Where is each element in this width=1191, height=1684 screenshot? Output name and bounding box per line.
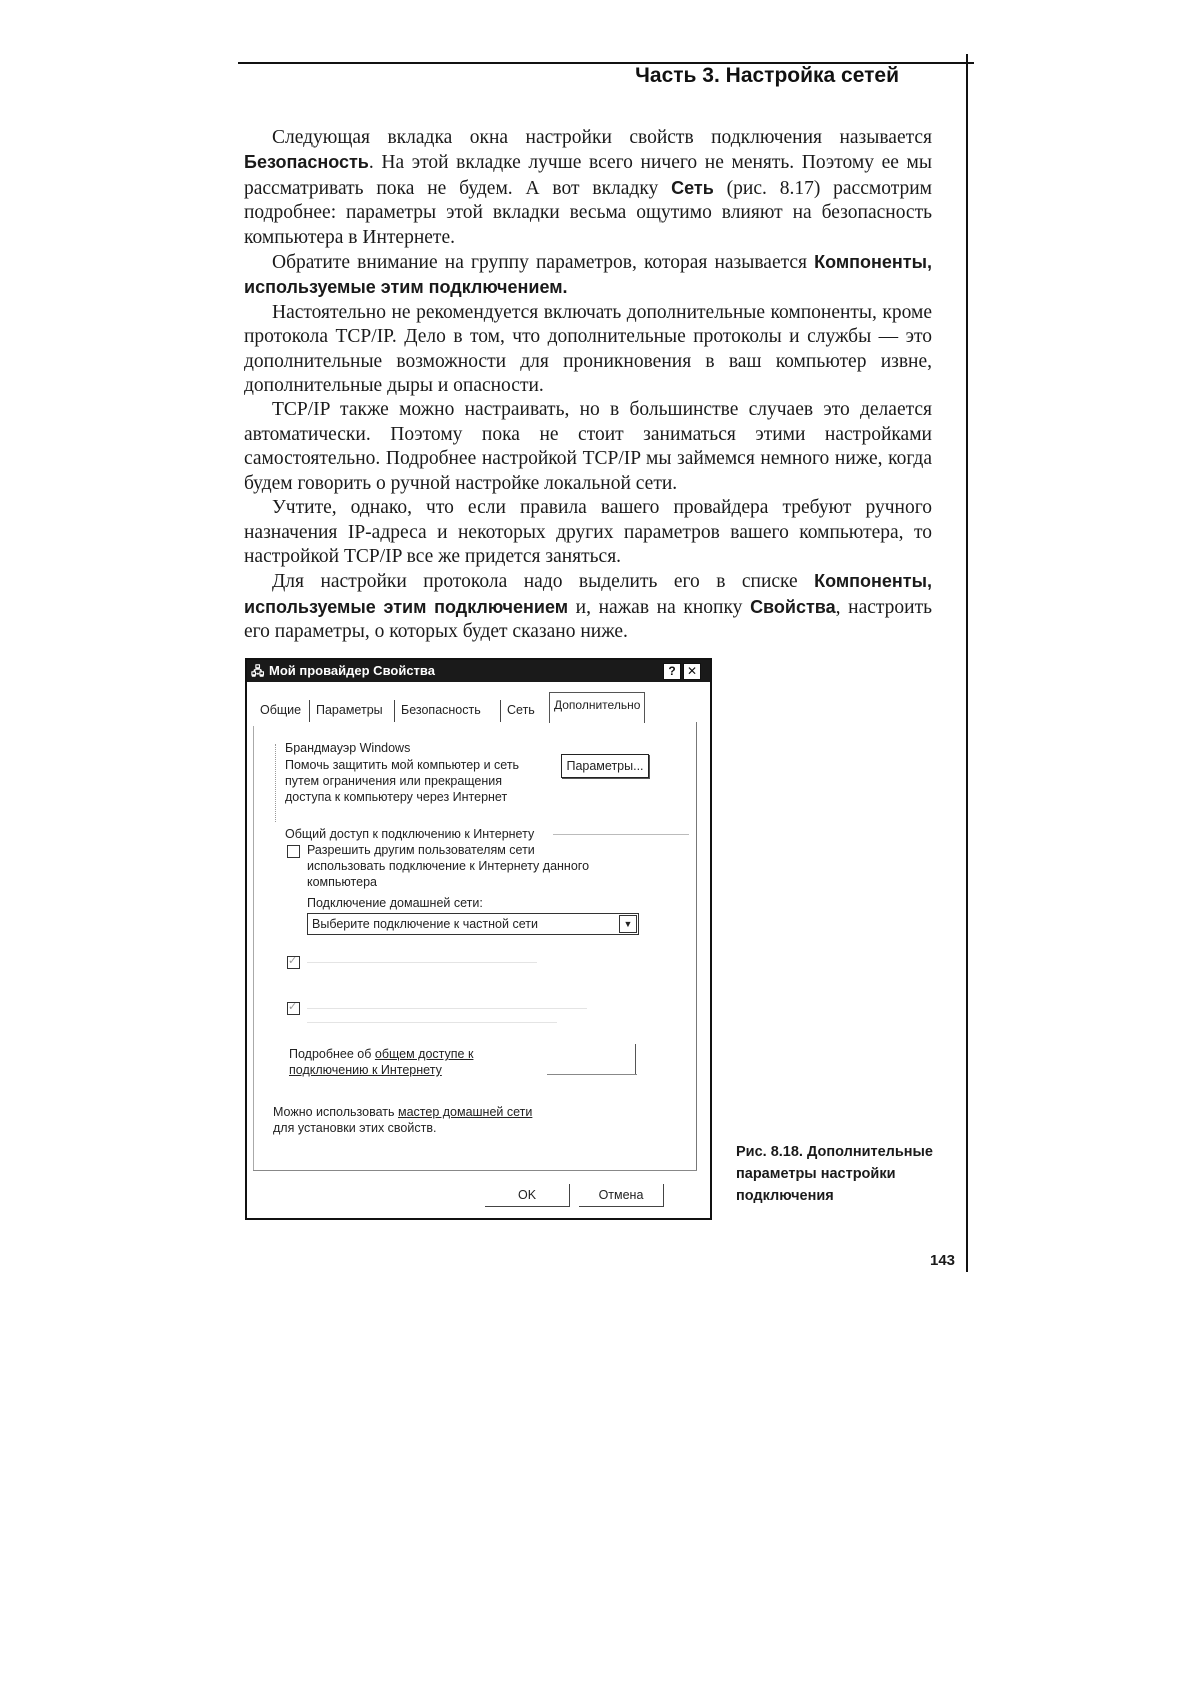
allow-sharing-label: использовать подключение к Интернету данного xyxy=(307,859,590,873)
text-run: Настоятельно не рекомендуется включать дополнительные компоненты, кроме протокола TCP/IP. Дело в том, что дополнительные протоколы и службы — это дополнительные возможности для проникновения в ваш компьютер извне, дополнительные дыры и опасности. xyxy=(244,301,932,397)
paragraph xyxy=(244,250,932,301)
disabled-settings-button xyxy=(635,1044,637,1074)
learn-more-link[interactable]: подключению к Интернету xyxy=(289,1063,442,1077)
paragraph xyxy=(244,398,932,496)
allow-sharing-label: Разрешить другим пользователям сети xyxy=(307,843,535,857)
title-bar xyxy=(247,660,710,682)
dialog-title: Мой провайдер Свойства xyxy=(269,663,435,678)
text-run: Для настройки протокола надо выделить его в списке xyxy=(272,571,815,593)
body-text xyxy=(244,126,932,645)
page-number: 143 xyxy=(930,1252,956,1269)
text-run: и, нажав на кнопку xyxy=(568,596,751,618)
help-button[interactable]: ? xyxy=(663,663,681,680)
allow-sharing-checkbox[interactable] xyxy=(287,845,300,858)
disabled-settings-button xyxy=(547,1074,637,1075)
bold-term: Безопасность xyxy=(244,152,369,173)
sharing-group-label: Общий доступ к подключению к Интернету xyxy=(285,827,535,841)
firewall-description-line: путем ограничения или прекращения xyxy=(285,774,503,788)
tab-separator xyxy=(394,700,395,722)
bold-term: Сеть xyxy=(671,177,714,198)
tab-advanced[interactable]: Дополнительно xyxy=(549,692,645,723)
tab-separator xyxy=(500,700,501,722)
connection-icon: 🖧 xyxy=(251,664,265,678)
tab-network[interactable]: Сеть xyxy=(507,703,535,717)
close-button[interactable]: ✕ xyxy=(683,663,701,680)
allow-sharing-label: компьютера xyxy=(307,875,377,889)
panel-border xyxy=(696,722,697,1171)
panel-border xyxy=(253,1170,697,1171)
wizard-text-line: для установки этих свойств. xyxy=(273,1121,437,1135)
bold-term: Компоненты, используемые этим подключением xyxy=(244,571,932,617)
text-run: TCP/IP также можно настраивать, но в большинстве случаев это делается автоматически. Поэтому пока не стоит заниматься этими настройками самостоятельно. Подробнее настройкой TCP/IP мы займемся немного ниже, когда будем говорить о ручной настройке локальной сети. xyxy=(244,399,932,494)
wizard-text: Можно использовать мастер домашней сети xyxy=(273,1105,533,1119)
group-border xyxy=(275,744,277,822)
faded-option xyxy=(307,962,537,963)
text-run: Учтите, однако, что если правила вашего провайдера требуют ручного назначения IP-адреса и некоторых других параметров вашего компьютера, то настройкой TCP/IP все же придется заняться. xyxy=(244,497,932,567)
paragraph xyxy=(244,301,932,399)
firewall-description-line: доступа к компьютеру через Интернет xyxy=(285,790,508,804)
tab-parameters[interactable]: Параметры xyxy=(316,703,383,717)
firewall-settings-button[interactable]: Параметры... xyxy=(561,754,649,778)
group-border xyxy=(553,834,689,835)
paragraph xyxy=(244,126,932,250)
learn-more-link[interactable]: общем доступе к xyxy=(374,1047,474,1061)
ok-button[interactable]: OK xyxy=(485,1184,570,1207)
paragraph xyxy=(244,496,932,569)
firewall-group-label: Брандмауэр Windows xyxy=(285,741,411,755)
home-network-select-value: Выберите подключение к частной сети xyxy=(312,917,538,931)
tab-security[interactable]: Безопасность xyxy=(401,703,481,717)
paragraph xyxy=(244,569,932,644)
home-network-select[interactable] xyxy=(307,913,639,935)
disabled-checkbox xyxy=(287,956,300,969)
figure-caption: Рис. 8.18. Дополнительные параметры настройки подключения xyxy=(736,1144,933,1204)
text-run: , настроить его параметры, о которых будет сказано ниже. xyxy=(244,596,932,643)
bold-term: Свойства xyxy=(750,596,836,617)
margin-rule xyxy=(966,54,968,1272)
disabled-checkbox xyxy=(287,1002,300,1015)
page-header: Часть 3. Настройка сетей xyxy=(635,64,899,87)
bold-term: Компоненты, используемые этим подключением. xyxy=(244,252,932,298)
faded-option xyxy=(307,1008,587,1009)
properties-dialog xyxy=(245,658,712,1220)
firewall-description-line: Помочь защитить мой компьютер и сеть xyxy=(285,758,520,772)
cancel-button[interactable]: Отмена xyxy=(579,1184,664,1207)
tab-separator xyxy=(309,700,310,722)
home-network-label: Подключение домашней сети: xyxy=(307,896,483,910)
chevron-down-icon[interactable]: ▼ xyxy=(619,915,637,933)
text-run: Следующая вкладка окна настройки свойств подключения называется xyxy=(272,127,932,148)
text-run: (рис. 8.17) рассмотрим подробнее: параметры этой вкладки весьма ощутимо влияют на безопасность компьютера в Интернете. xyxy=(244,177,932,248)
panel-border xyxy=(253,726,254,1171)
learn-more-text: Подробнее об общем доступе к xyxy=(289,1047,474,1061)
tab-general[interactable]: Общие xyxy=(260,703,302,717)
text-run: . На этой вкладке лучше всего ничего не менять. Поэтому ее мы рассматривать пока не будем. А вот вкладку xyxy=(244,152,932,199)
text-run: Обратите внимание на группу параметров, которая называется xyxy=(272,252,815,274)
faded-option xyxy=(307,1022,557,1023)
wizard-link[interactable]: мастер домашней сети xyxy=(397,1105,533,1119)
